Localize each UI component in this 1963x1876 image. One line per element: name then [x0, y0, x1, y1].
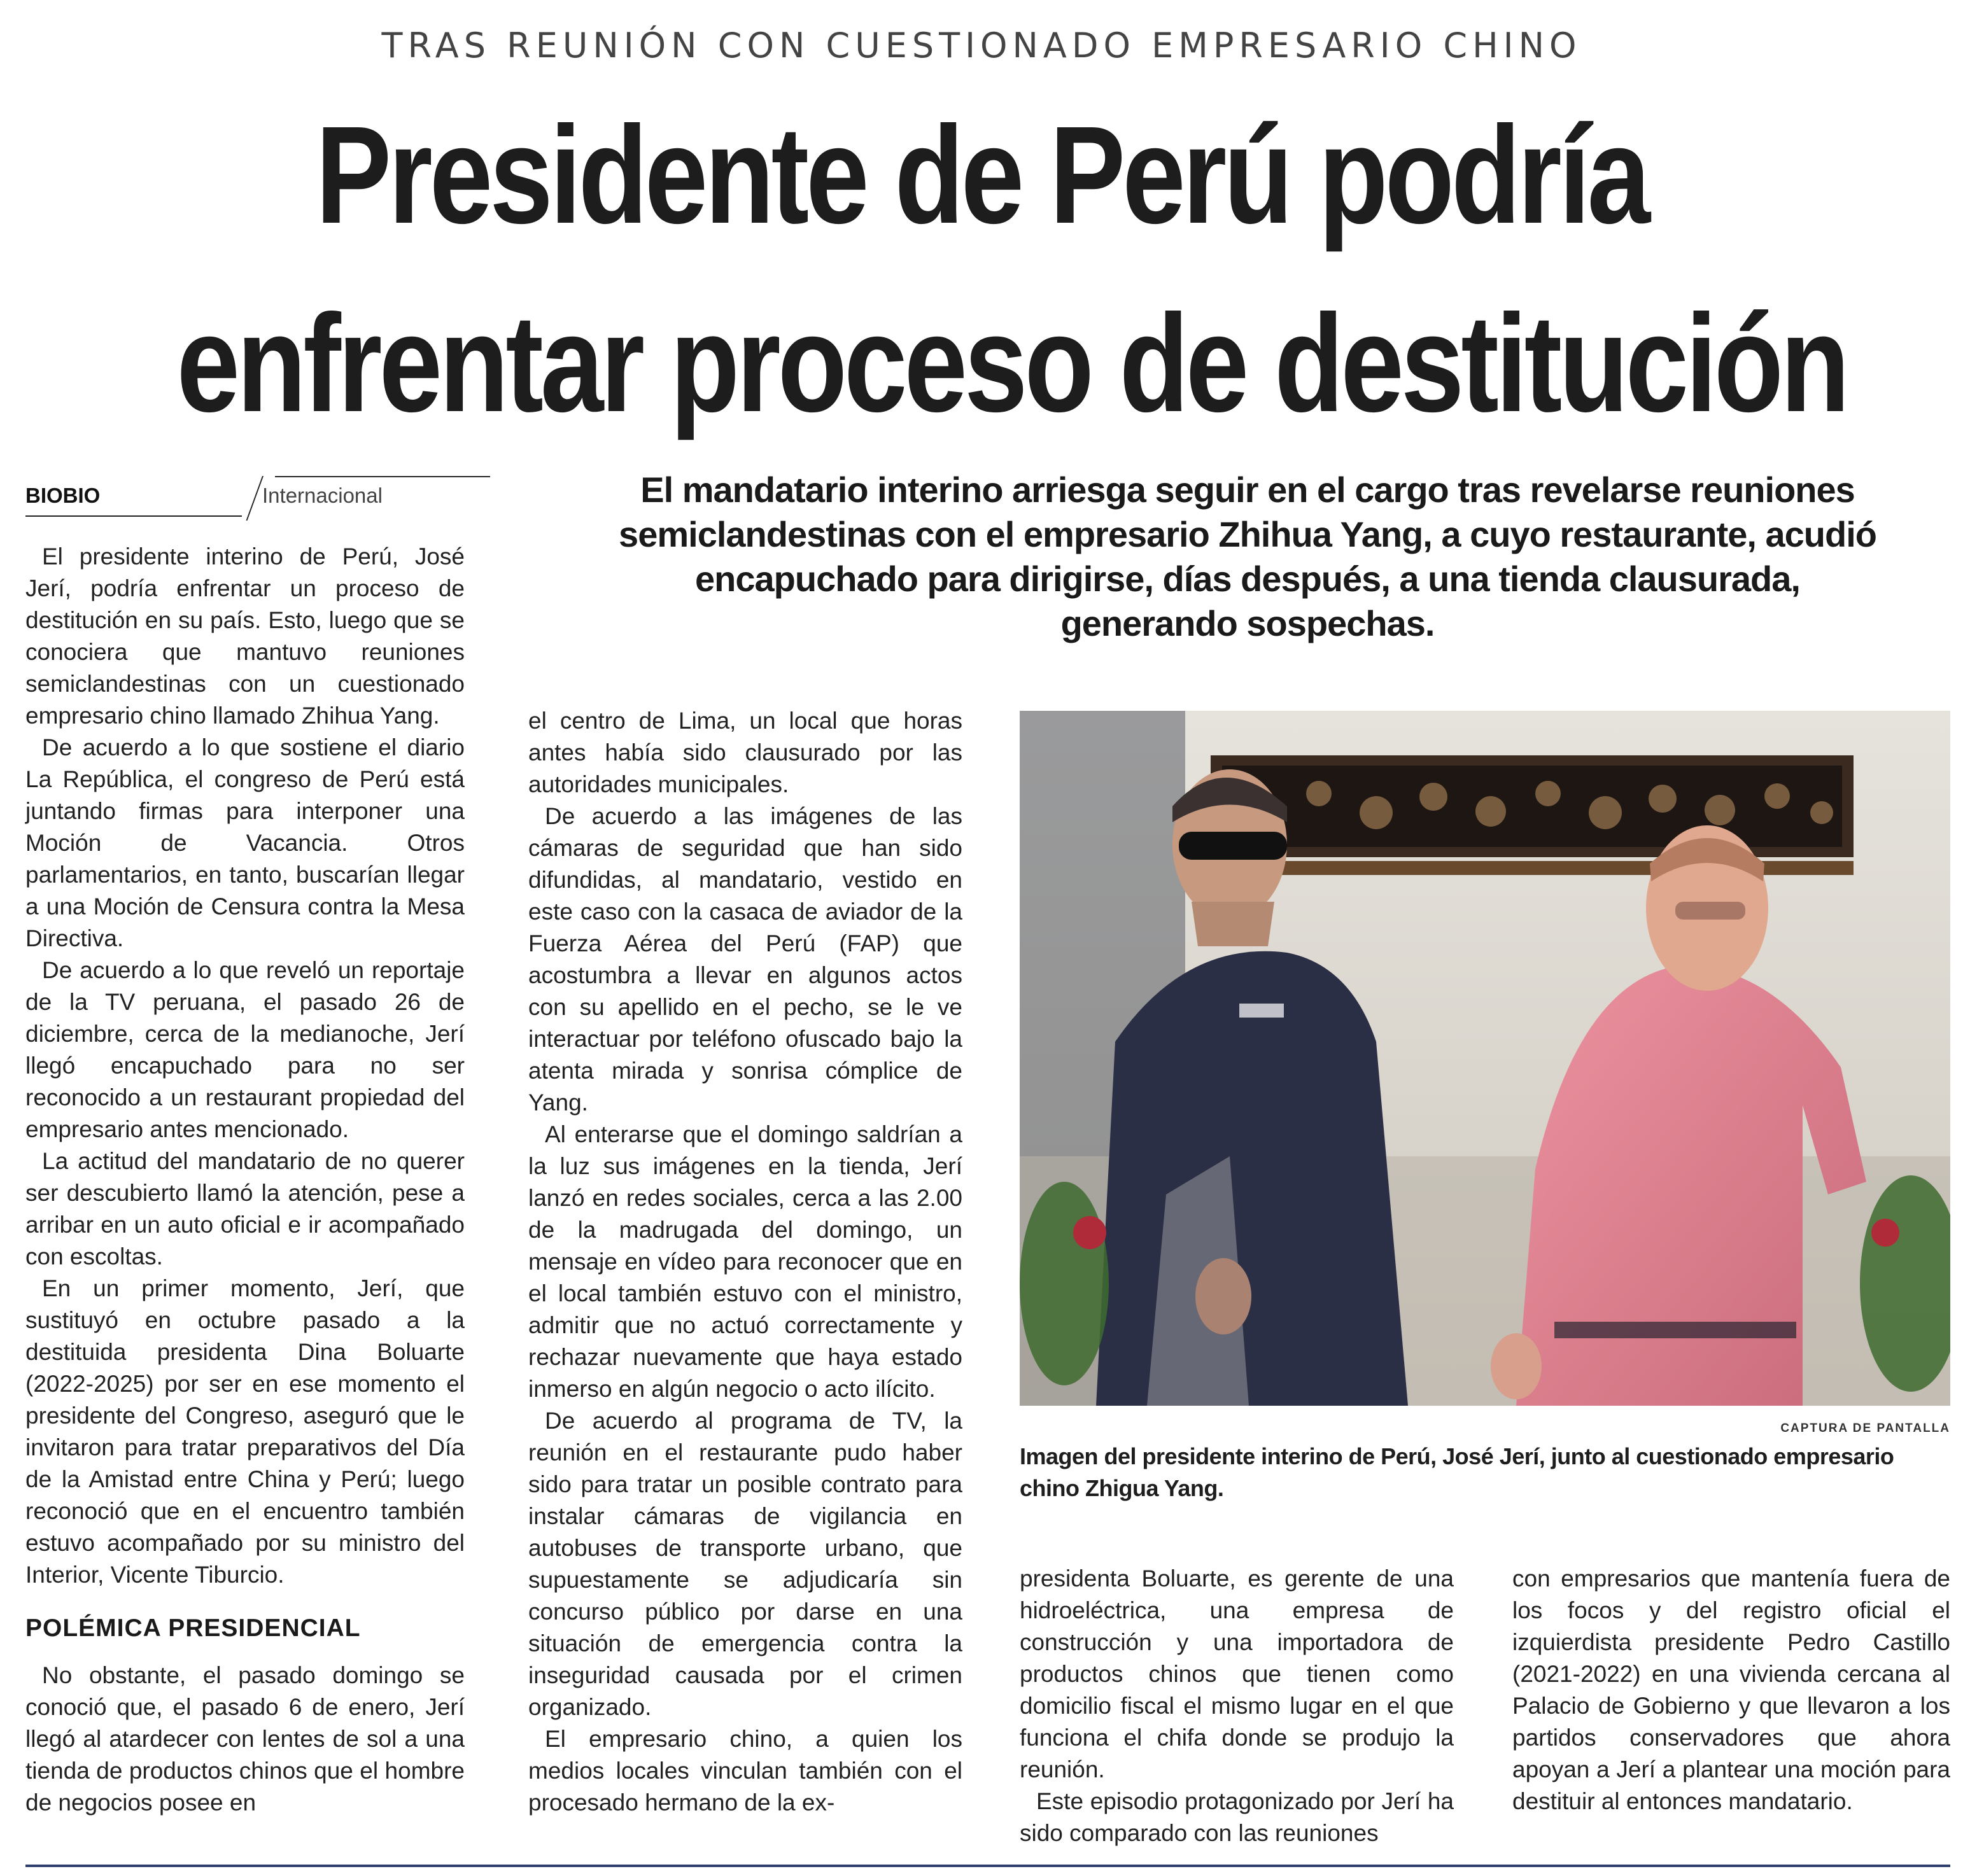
paragraph: De acuerdo a lo que sostiene el diario La República, el congreso de Perú está juntando firmas para interponer una Moción de Vacancia. Otros parlamentarios, en tanto, buscarían llegar a una Moción de Censura contra la Mesa Directiva. [25, 734, 465, 951]
paragraph: De acuerdo a las imágenes de las cámaras de seguridad que han sido difundidas, al mandatario, vestido en este caso con la casaca de aviador de la Fuerza Aérea del Perú (FAP) que acostumbra a llevar en algunos actos con su apellido en el pecho, se le ve interactuar por teléfono ofuscado bajo la atenta mirada y sonrisa cómplice de Yang. [528, 803, 962, 1116]
photo-credit: CAPTURA DE PANTALLA [1780, 1422, 1950, 1435]
paragraph: El presidente interino de Perú, José Jerí, podría enfrentar un proceso de destitución en su país. Esto, luego que se conociera que mantuvo reuniones semiclandestinas con un cuestionado empresario chino llamado Zhihua Yang. [25, 543, 465, 729]
article-column-2 [528, 705, 962, 1819]
article-column-3 [1020, 1563, 1454, 1849]
kicker: TRAS REUNIÓN CON CUESTIONADO EMPRESARIO CHINO [381, 25, 1582, 66]
paragraph-continued: el centro de Lima, un local que horas antes había sido clausurado por las autoridades municipales. [528, 708, 962, 797]
byline-source: BIOBIO [25, 484, 101, 507]
photo-caption: Imagen del presidente interino de Perú, José Jerí, junto al cuestionado empresario chino Zhigua Yang. [1020, 1443, 1894, 1501]
paragraph: La actitud del mandatario de no querer ser descubierto llamó la atención, pese a arribar en un auto oficial e ir acompañado con escoltas. [25, 1148, 465, 1270]
article-column-1 [25, 541, 465, 1819]
paragraph: De acuerdo a lo que reveló un reportaje de la TV peruana, el pasado 26 de diciembre, cerca de la medianoche, Jerí llegó encapuchado para no ser reconocido a un restaurant propiedad del empresario antes mencionado. [25, 957, 465, 1142]
deck: El mandatario interino arriesga seguir en el cargo tras revelarse reuniones semiclandestinas con el empresario Zhihua Yang, a cuyo restaurante, acudió encapuchado para dirigirse, días después, a una tienda clausurada, generando sospechas. [619, 470, 1876, 643]
photo-illustration [1020, 711, 1950, 1406]
paragraph: El empresario chino, a quien los medios locales vinculan también con el procesado hermano de la ex- [528, 1726, 962, 1816]
paragraph: En un primer momento, Jerí, que sustituyó en octubre pasado a la destituida presidenta Dina Boluarte (2022-2025) por ser en ese momento el presidente del Congreso, aseguró que le invitaron para tratar preparativos del Día de la Amistad entre China y Perú; luego reconoció que en el encuentro también estuvo acompañado por su ministro del Interior, Vicente Tiburcio. [25, 1275, 465, 1588]
news-photo [1020, 711, 1950, 1406]
paragraph-continued: con empresarios que mantenía fuera de los focos y del registro oficial el izquierdista presidente Pedro Castillo (2021-2022) en una vivienda cercana al Palacio de Gobierno y que llevaron a los partidos conservadores que ahora apoyan a Jerí a plantear una moción para destituir al entonces mandatario. [1512, 1565, 1950, 1814]
byline-divider [246, 476, 264, 521]
headline-line-2: enfrentar proceso de destitución [176, 286, 1847, 441]
headline-line-1: Presidente de Perú podría [315, 98, 1648, 253]
headline [176, 81, 1847, 458]
byline-rule [25, 515, 242, 517]
subhead: POLÉMICA PRESIDENCIAL [25, 1614, 361, 1642]
paragraph: Al enterarse que el domingo saldrían a la luz sus imágenes en la tienda, Jerí lanzó en redes sociales, cerca a las 2.00 de la madrugada del domingo, un mensaje en vídeo para reconocer que en el local también estuvo con el ministro, admitir que no actuó correctamente y rechazar nuevamente que haya estado inmerso en algún negocio o acto ilícito. [528, 1121, 962, 1402]
paragraph: No obstante, el pasado domingo se conoció que, el pasado 6 de enero, Jerí llegó al atardecer con lentes de sol a una tienda de productos chinos que el hombre de negocios posee en [25, 1662, 465, 1816]
paragraph: De acuerdo al programa de TV, la reunión en el restaurante pudo haber sido para tratar un posible contrato para instalar cámaras de vigilancia en autobuses de transporte urbano, que supuestamente se adjudicaría sin concurso público por darse en una situación de emergencia contra la inseguridad causada por el crimen organizado. [528, 1408, 962, 1720]
paragraph-continued: presidenta Boluarte, es gerente de una hidroeléctrica, una empresa de construcción y una importadora de productos chinos que tienen como domicilio fiscal el mismo lugar en el que funciona el chifa donde se produjo la reunión. [1020, 1565, 1454, 1782]
paragraph: Este episodio protagonizado por Jerí ha sido comparado con las reuniones [1020, 1788, 1454, 1846]
article-column-4 [1512, 1563, 1950, 1817]
bottom-rule [25, 1865, 1950, 1867]
byline-rule-top [275, 476, 490, 477]
byline-section: Internacional [262, 484, 383, 507]
byline [25, 476, 465, 518]
